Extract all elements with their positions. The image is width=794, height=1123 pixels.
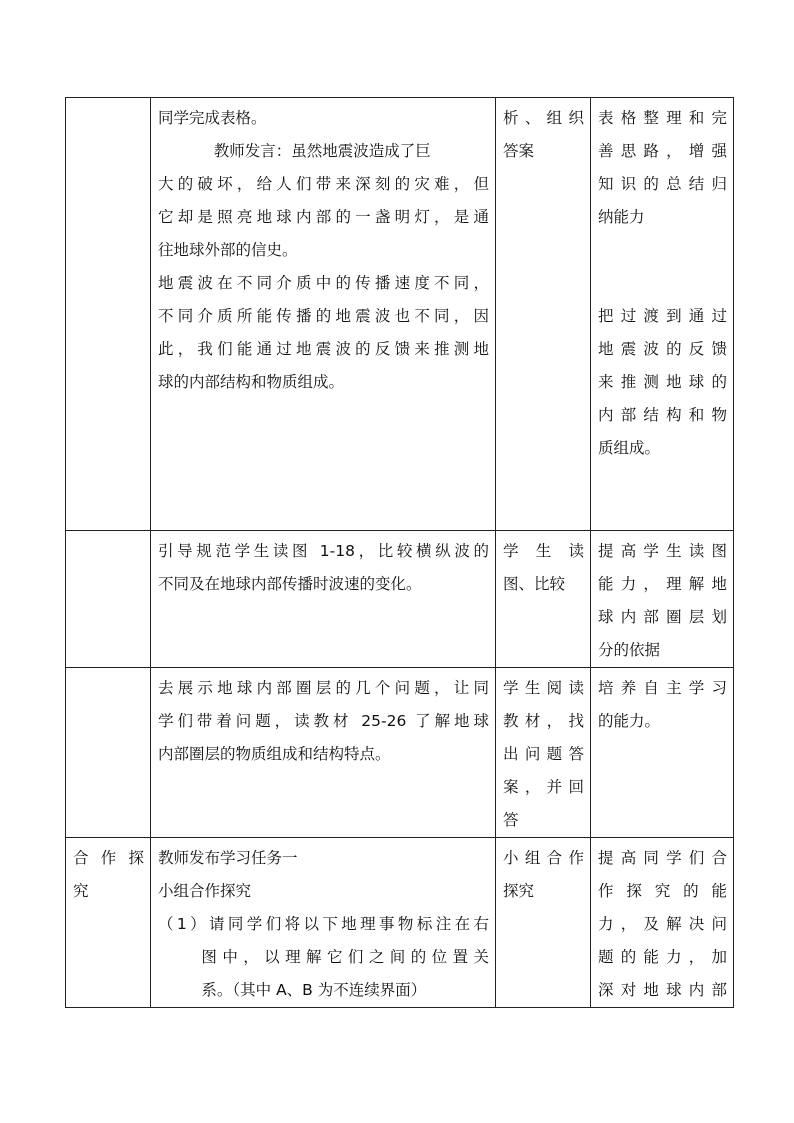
intent-text-line: 作探究的能 — [598, 882, 727, 900]
lesson-plan-table — [65, 97, 734, 1008]
phase-text-line: 究 — [73, 882, 89, 900]
design-intent-cell — [591, 838, 734, 1008]
intent-text-line: 的能力。 — [598, 712, 661, 730]
intent-text-line: 深对地球内部 — [598, 981, 727, 999]
teacher-text-line: 教师发布学习任务一 — [158, 849, 298, 867]
student-text-line: 图、比较 — [503, 575, 566, 593]
teacher-activity-cell — [151, 838, 496, 1008]
phase-cell — [66, 98, 151, 531]
intent-text-line: 地震波的反馈 — [598, 340, 727, 358]
student-text-line: 析、组织 — [503, 109, 584, 127]
student-text-line: 学 生 读 — [503, 542, 584, 560]
student-activity-cell — [496, 668, 591, 838]
teacher-text-line: 地震波在不同介质中的传播速度不同， — [158, 274, 489, 292]
intent-text-line: 质组成。 — [598, 439, 661, 457]
intent-text-line: 分的依据 — [598, 641, 661, 659]
table-row — [66, 668, 734, 838]
student-activity-cell — [496, 838, 591, 1008]
teacher-text-line: 引导规范学生读图 1-18，比较横纵波的 — [158, 542, 489, 560]
design-intent-cell — [591, 531, 734, 668]
design-intent-cell — [591, 668, 734, 838]
teacher-text-line: 球的内部结构和物质组成。 — [158, 373, 345, 391]
student-text-line: 小组合作 — [503, 849, 584, 867]
student-activity-cell — [496, 98, 591, 531]
phase-cell — [66, 668, 151, 838]
student-text-line: 答案 — [503, 142, 535, 160]
teacher-text-line: 教师发言：虽然地震波造成了巨 — [213, 142, 431, 160]
student-activity-cell — [496, 531, 591, 668]
teacher-text-line: 不同介质所能传播的地震波也不同，因 — [158, 307, 489, 325]
intent-text-line: 内部结构和物 — [598, 406, 727, 424]
intent-text-line: 表格整理和完 — [598, 109, 727, 127]
intent-text-line: 球内部圈层划 — [598, 608, 727, 626]
student-text-line: 学生阅读 — [503, 679, 584, 697]
phase-cell — [66, 531, 151, 668]
teacher-activity-cell — [151, 531, 496, 668]
student-text-line: 案，并回 — [503, 778, 584, 796]
teacher-activity-cell — [151, 98, 496, 531]
teacher-text-line: 大的破坏，给人们带来深刻的灾难，但 — [158, 175, 489, 193]
teacher-text-line: （1）请同学们将以下地理事物标注在右 — [158, 915, 489, 933]
teacher-text-line: 学们带着问题，读教材 25-26 了解地球 — [158, 712, 489, 730]
teacher-text-line: 同学完成表格。 — [158, 109, 267, 127]
intent-text-line: 善思路，增强 — [598, 142, 727, 160]
teacher-text-line: 图中，以理解它们之间的位置关 — [201, 948, 489, 966]
intent-text-line: 纳能力 — [598, 208, 645, 226]
teacher-text-line: 系。（其中 A、B 为不连续界面） — [201, 981, 427, 999]
intent-text-line: 知识的总结归 — [598, 175, 727, 193]
table-row — [66, 531, 734, 668]
phase-text-line: 合 作 探 — [73, 849, 144, 867]
intent-text-line: 来推测地球的 — [598, 373, 727, 391]
student-text-line: 探究 — [503, 882, 535, 900]
teacher-text-line: 内部圈层的物质组成和结构特点。 — [158, 745, 391, 763]
table-row — [66, 98, 734, 531]
teacher-text-line: 不同及在地球内部传播时波速的变化。 — [158, 575, 422, 593]
intent-text-line: 提高学生读图 — [598, 542, 727, 560]
teacher-text-line: 往地球外部的信史。 — [158, 241, 298, 259]
teacher-text-line: 小组合作探究 — [158, 882, 252, 900]
intent-text-line: 把过渡到通过 — [598, 307, 727, 325]
design-intent-cell — [591, 98, 734, 531]
intent-text-line: 培养自主学习 — [598, 679, 727, 697]
teacher-text-line: 它却是照亮地球内部的一盏明灯，是通 — [158, 208, 489, 226]
intent-text-line: 提高同学们合 — [598, 849, 727, 867]
student-text-line: 出问题答 — [503, 745, 584, 763]
phase-cell — [66, 838, 151, 1008]
teacher-text-line: 此，我们能通过地震波的反馈来推测地 — [158, 340, 489, 358]
table-row — [66, 838, 734, 1008]
student-text-line: 答 — [503, 811, 519, 829]
intent-text-line: 能力，理解地 — [598, 575, 727, 593]
teacher-activity-cell — [151, 668, 496, 838]
teacher-text-line: 去展示地球内部圈层的几个问题，让同 — [158, 679, 489, 697]
intent-text-line: 题的能力，加 — [598, 948, 727, 966]
student-text-line: 教材，找 — [503, 712, 584, 730]
intent-text-line: 力，及解决问 — [598, 915, 727, 933]
